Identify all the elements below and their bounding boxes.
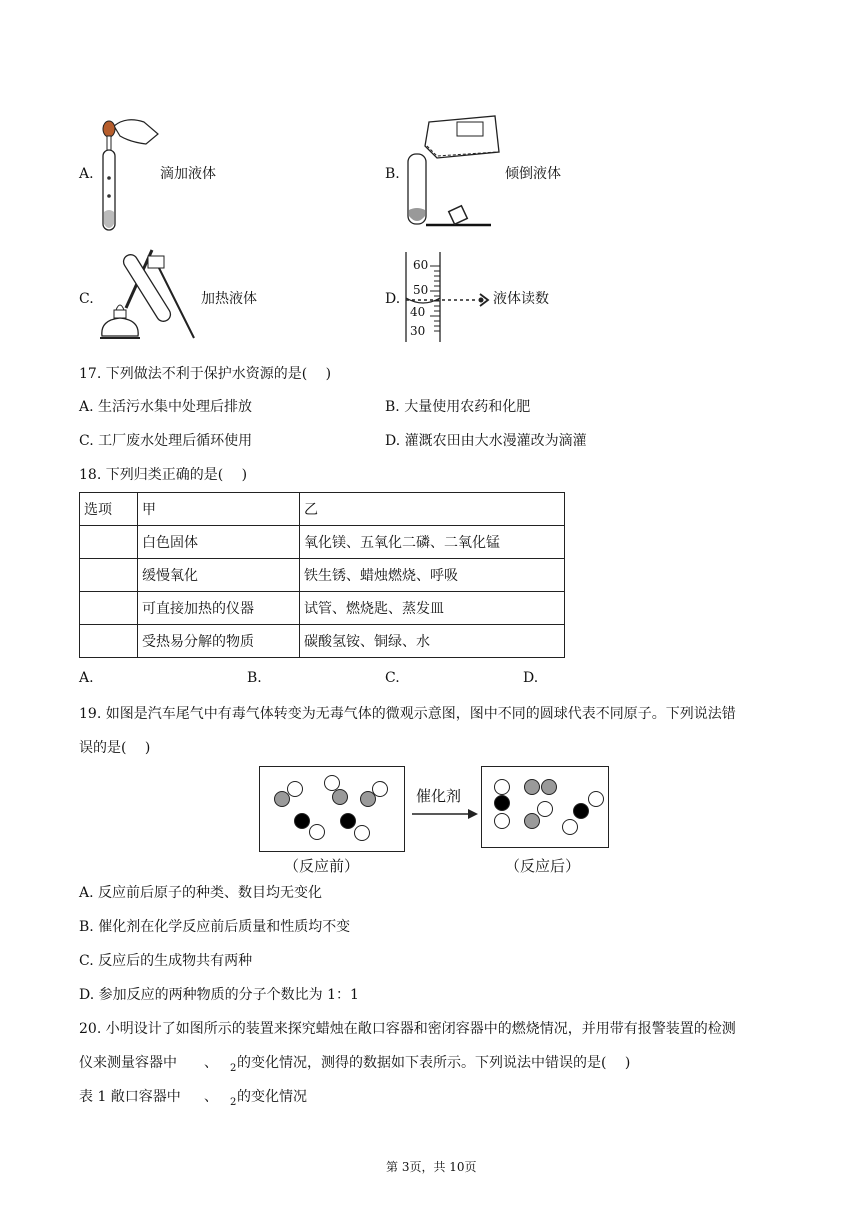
q20-stem-line2-c: 的变化情况，测得的数据如下表所示。下列说法中错误的是( ) bbox=[237, 1055, 631, 1071]
table-header-row bbox=[80, 493, 565, 526]
table1-caption-a: 表 1 敞口容器中 bbox=[79, 1089, 181, 1105]
table1-caption-sub: 2 bbox=[230, 1097, 237, 1108]
table-row bbox=[80, 592, 565, 625]
reaction-after-box bbox=[481, 766, 609, 848]
table-cell bbox=[80, 559, 138, 592]
q18-option-d: D. bbox=[523, 670, 539, 686]
classification-table bbox=[79, 492, 565, 658]
reaction-before-box bbox=[259, 766, 405, 852]
q17-option-d: D. 灌溉农田由大水漫灌改为滴灌 bbox=[385, 433, 587, 449]
table-header-cell: 选项 bbox=[80, 493, 138, 526]
atom-white bbox=[537, 801, 553, 817]
atom-gray bbox=[360, 791, 376, 807]
atom-white bbox=[309, 824, 325, 840]
atom-black bbox=[340, 813, 356, 829]
dropper-icon bbox=[96, 112, 160, 234]
q17-option-a: A. 生活污水集中处理后排放 bbox=[79, 399, 253, 415]
q19-option-b: B. 催化剂在化学反应前后质量和性质均不变 bbox=[79, 919, 351, 935]
table-cell: 受热易分解的物质 bbox=[138, 625, 300, 658]
q18-option-c: C. bbox=[385, 670, 400, 686]
atom-white bbox=[494, 813, 510, 829]
page-footer: 第 3页，共 10页 bbox=[386, 1160, 477, 1174]
after-label: （反应后） bbox=[505, 857, 581, 875]
table-cell: 白色固体 bbox=[138, 526, 300, 559]
atom-black bbox=[573, 803, 589, 819]
q17-option-c: C. 工厂废水处理后循环使用 bbox=[79, 433, 253, 449]
atom-white bbox=[588, 791, 604, 807]
option-d-label: 液体读数 bbox=[493, 291, 549, 307]
option-a-label: 滴加液体 bbox=[160, 166, 216, 182]
table-header-cell: 甲 bbox=[138, 493, 300, 526]
table-cell bbox=[80, 625, 138, 658]
arrow-right-icon bbox=[412, 808, 480, 820]
q20-stem-line2-b: 、 bbox=[204, 1055, 218, 1071]
q17-option-b: B. 大量使用农药和化肥 bbox=[385, 399, 531, 415]
table-cell: 缓慢氧化 bbox=[138, 559, 300, 592]
atom-white bbox=[287, 781, 303, 797]
q19-option-c: C. 反应后的生成物共有两种 bbox=[79, 953, 253, 969]
atom-black bbox=[294, 813, 310, 829]
cylinder-tick-60: 60 bbox=[413, 258, 429, 272]
table1-caption-c: 的变化情况 bbox=[237, 1089, 307, 1105]
atom-white bbox=[354, 825, 370, 841]
table-header-cell: 乙 bbox=[300, 493, 565, 526]
option-a-letter: A. bbox=[79, 166, 94, 182]
option-c-letter: C. bbox=[79, 291, 94, 307]
q20-stem-line2-a: 仪来测量容器中 bbox=[79, 1055, 177, 1071]
q20-stem-line2-sub: 2 bbox=[230, 1063, 237, 1074]
table-cell: 试管、燃烧匙、蒸发皿 bbox=[300, 592, 565, 625]
q20-stem-line1: 20. 小明设计了如图所示的装置来探究蜡烛在敞口容器和密闭容器中的燃烧情况，并用带有报警装置的检测 bbox=[79, 1021, 736, 1037]
q19-option-d: D. 参加反应的两种物质的分子个数比为 1：1 bbox=[79, 987, 359, 1003]
q18-stem: 18. 下列归类正确的是( ) bbox=[79, 467, 248, 483]
table-row bbox=[80, 625, 565, 658]
catalyst-label: 催化剂 bbox=[416, 787, 462, 805]
table-row bbox=[80, 526, 565, 559]
table-cell bbox=[80, 526, 138, 559]
atom-gray bbox=[541, 779, 557, 795]
heating-icon bbox=[96, 238, 200, 346]
q19-stem-line1: 19. 如图是汽车尾气中有毒气体转变为无毒气体的微观示意图，图中不同的圆球代表不同原子。下列说法错 bbox=[79, 706, 736, 722]
option-d-letter: D. bbox=[385, 291, 401, 307]
atom-gray bbox=[524, 779, 540, 795]
q18-option-b: B. bbox=[247, 670, 262, 686]
option-b-label: 倾倒液体 bbox=[505, 166, 561, 182]
table-cell bbox=[80, 592, 138, 625]
table1-caption-b: 、 bbox=[204, 1089, 218, 1105]
q18-option-a: A. bbox=[79, 670, 94, 686]
option-c-label: 加热液体 bbox=[201, 291, 257, 307]
table-cell: 铁生锈、蜡烛燃烧、呼吸 bbox=[300, 559, 565, 592]
table-cell: 氧化镁、五氧化二磷、二氧化锰 bbox=[300, 526, 565, 559]
table-row bbox=[80, 559, 565, 592]
atom-white bbox=[562, 819, 578, 835]
cylinder-tick-40: 40 bbox=[410, 305, 426, 319]
atom-gray bbox=[332, 789, 348, 805]
q19-stem-line2: 误的是( ) bbox=[79, 740, 151, 756]
atom-black bbox=[494, 795, 510, 811]
q19-option-a: A. 反应前后原子的种类、数目均无变化 bbox=[79, 885, 323, 901]
q17-stem: 17. 下列做法不利于保护水资源的是( ) bbox=[79, 366, 332, 382]
atom-gray bbox=[274, 791, 290, 807]
cylinder-tick-30: 30 bbox=[410, 324, 426, 338]
table-cell: 碳酸氢铵、铜绿、水 bbox=[300, 625, 565, 658]
table-cell: 可直接加热的仪器 bbox=[138, 592, 300, 625]
option-b-letter: B. bbox=[385, 166, 400, 182]
atom-white bbox=[494, 779, 510, 795]
before-label: （反应前） bbox=[284, 857, 360, 875]
cylinder-tick-50: 50 bbox=[413, 283, 429, 297]
atom-gray bbox=[524, 813, 540, 829]
pouring-icon bbox=[403, 112, 503, 230]
